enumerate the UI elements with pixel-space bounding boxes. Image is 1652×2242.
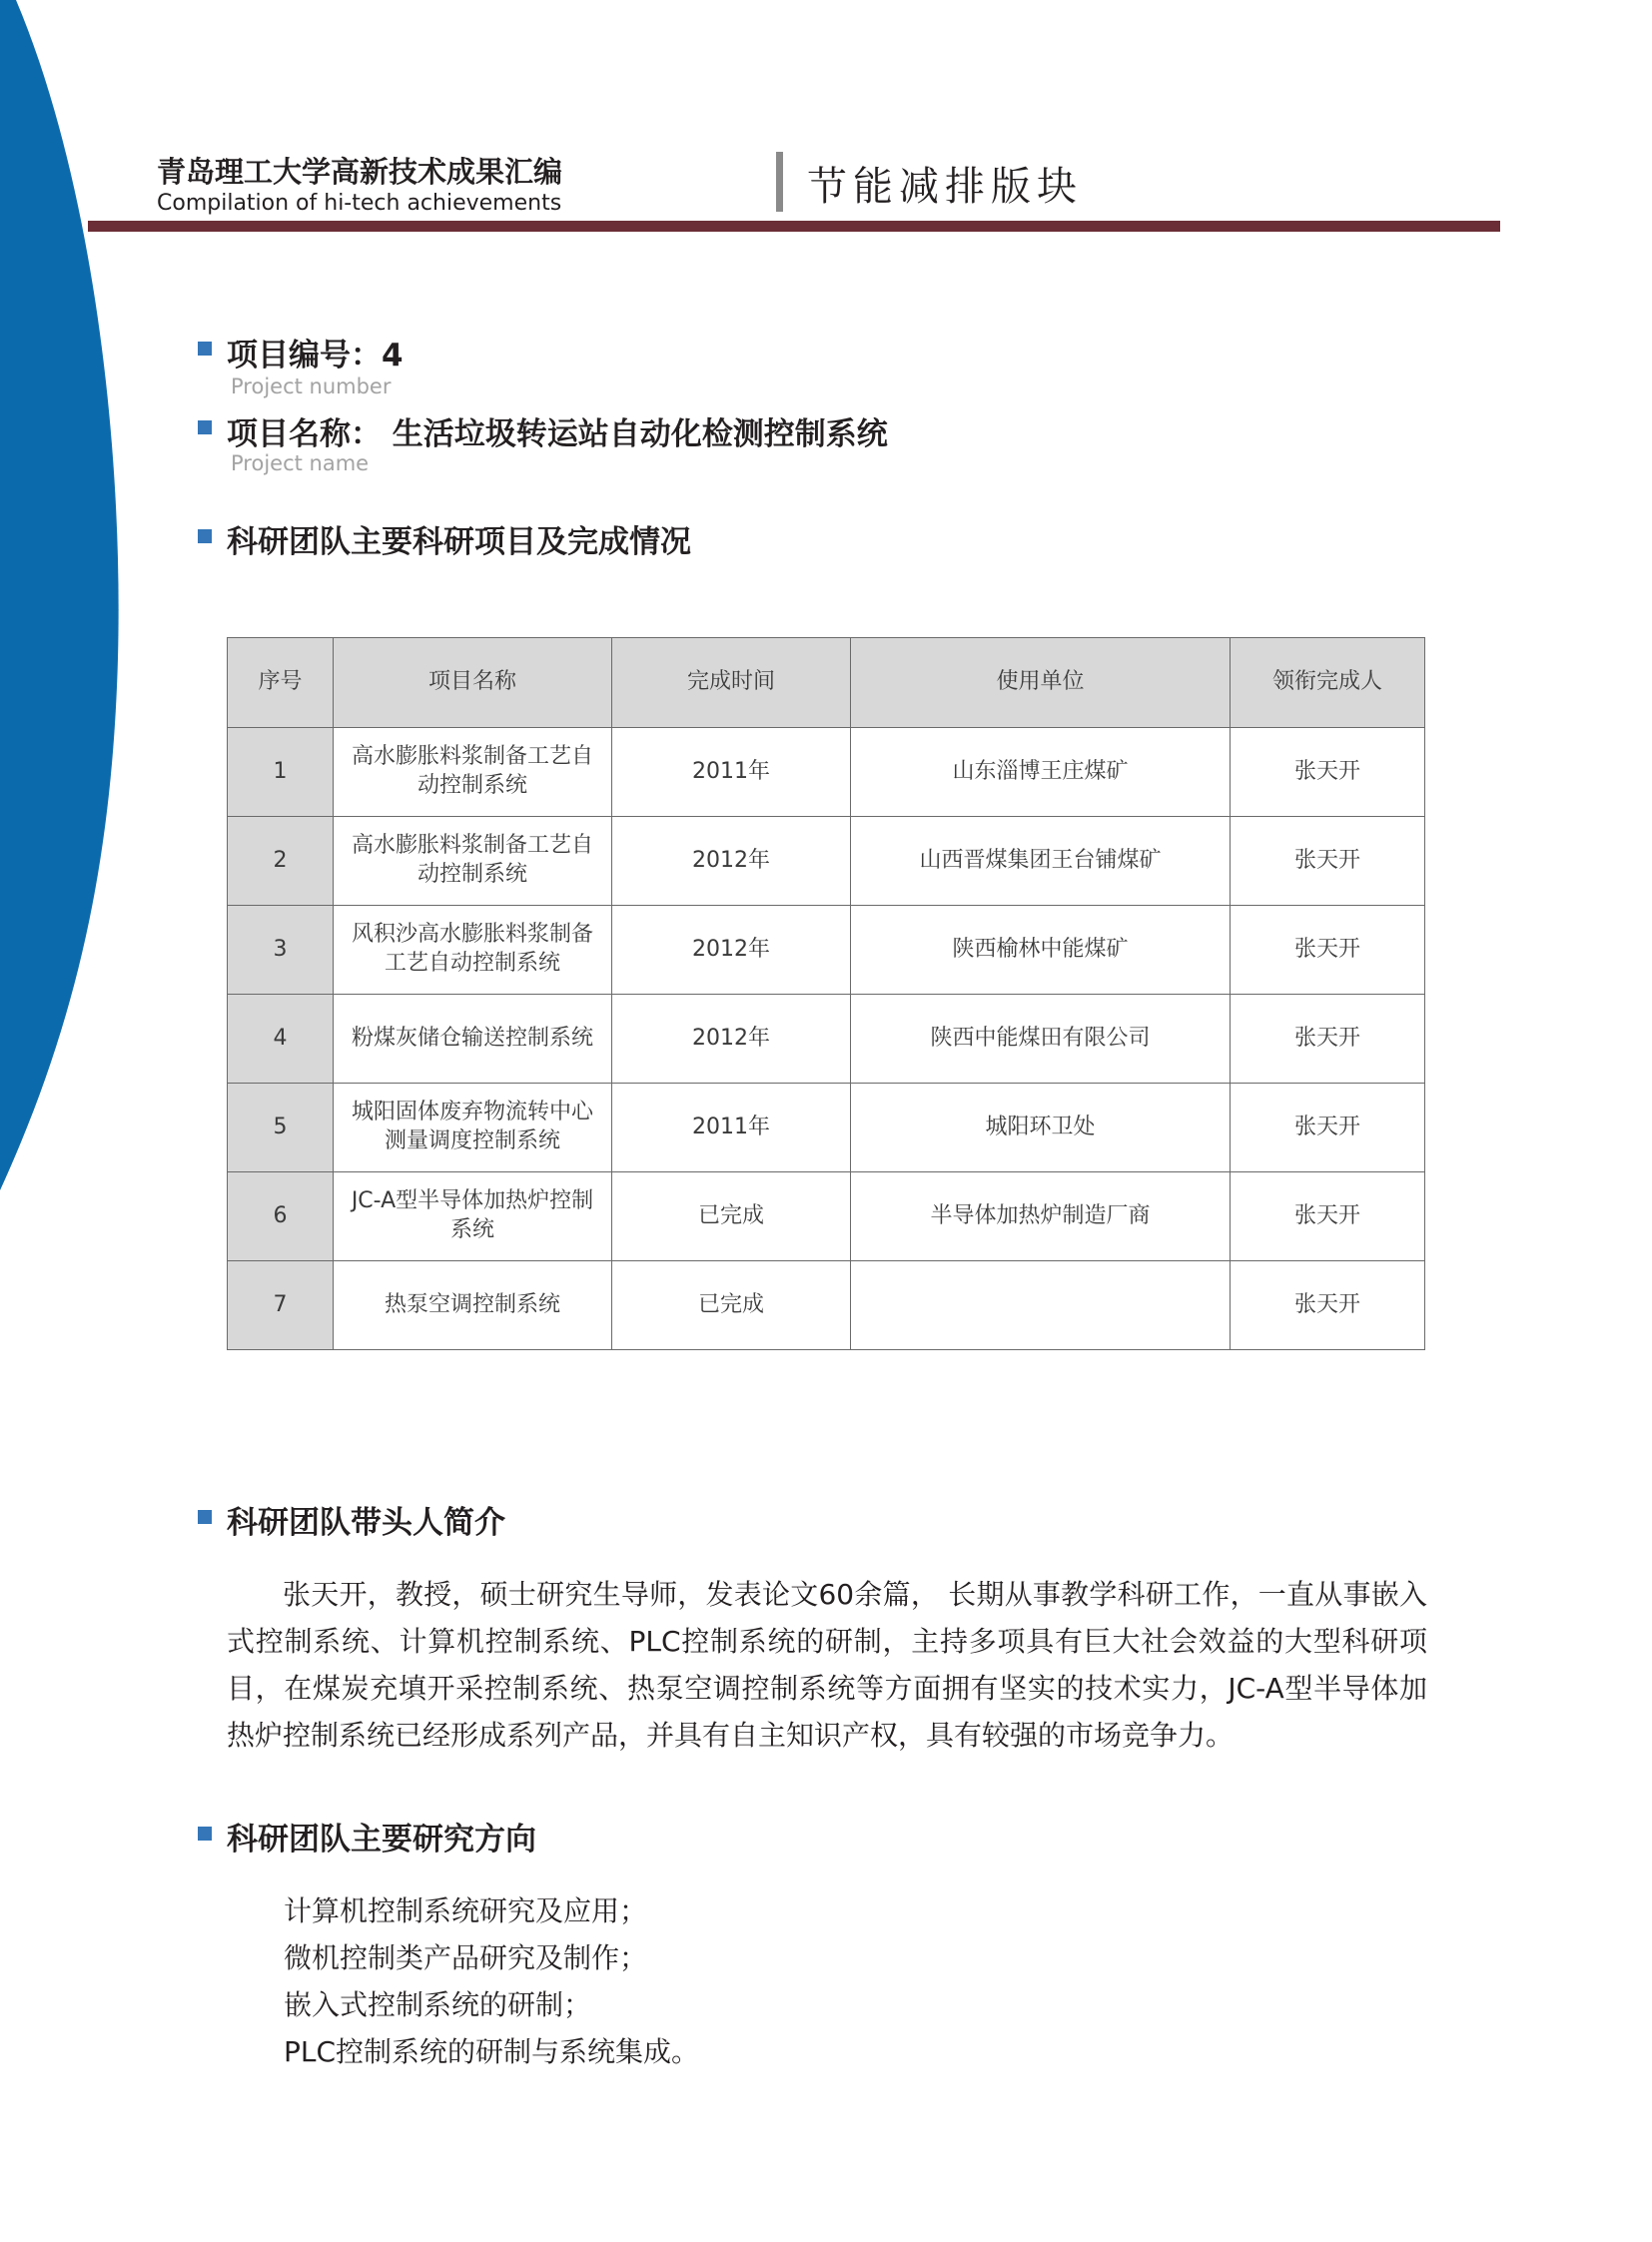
cell-project-name: 粉煤灰储仓输送控制系统: [334, 995, 612, 1084]
cell-user-unit: 城阳环卫处: [851, 1084, 1231, 1172]
side-decoration-shape: [0, 0, 130, 1198]
list-item: 计算机控制系统研究及应用；: [284, 1894, 648, 1927]
cell-leader: 张天开: [1231, 995, 1425, 1084]
table-row: [228, 1261, 1425, 1350]
table-row: [228, 1172, 1425, 1261]
cell-completion-time: 2012年: [612, 995, 851, 1084]
leader-section-heading: 科研团队带头人简介: [227, 1505, 505, 1541]
cell-seq: 7: [228, 1261, 334, 1350]
cell-completion-time: 已完成: [612, 1261, 851, 1350]
projects-section-heading: 科研团队主要科研项目及完成情况: [227, 524, 691, 560]
cell-user-unit: 陕西榆林中能煤矿: [851, 906, 1231, 995]
cell-leader: 张天开: [1231, 728, 1425, 817]
table-row: [228, 1084, 1425, 1172]
research-directions-list: [284, 1887, 699, 2075]
list-item: 嵌入式控制系统的研制；: [284, 1988, 592, 2021]
cell-seq: 3: [228, 906, 334, 995]
cell-leader: 张天开: [1231, 1084, 1425, 1172]
cell-completion-time: 2012年: [612, 817, 851, 906]
cell-user-unit: 山东淄博王庄煤矿: [851, 728, 1231, 817]
cell-user-unit: 山西晋煤集团王台铺煤矿: [851, 817, 1231, 906]
cell-completion-time: 已完成: [612, 1172, 851, 1261]
header-title-en: Compilation of hi-tech achievements: [157, 191, 562, 216]
cell-user-unit: 陕西中能煤田有限公司: [851, 995, 1231, 1084]
column-header-seq: 序号: [228, 638, 334, 728]
project-name-label: 项目名称： 生活垃圾转运站自动化检测控制系统: [227, 416, 888, 452]
column-header-time: 完成时间: [612, 638, 851, 728]
cell-seq: 6: [228, 1172, 334, 1261]
cell-user-unit: 半导体加热炉制造厂商: [851, 1172, 1231, 1261]
cell-seq: 5: [228, 1084, 334, 1172]
table-row: [228, 817, 1425, 906]
cell-project-name: 城阳固体废弃物流转中心测量调度控制系统: [334, 1084, 612, 1172]
header-title-cn: 青岛理工大学高新技术成果汇编: [157, 155, 563, 189]
cell-project-name: 风积沙高水膨胀料浆制备工艺自动控制系统: [334, 906, 612, 995]
list-item: 微机控制类产品研究及制作；: [284, 1941, 648, 1974]
project-number-label: 项目编号：4: [227, 338, 404, 374]
cell-leader: 张天开: [1231, 906, 1425, 995]
header-rule: [88, 221, 1500, 232]
bullet-square-icon: [198, 1827, 212, 1841]
cell-project-name: JC-A型半导体加热炉控制系统: [334, 1172, 612, 1261]
table-row: [228, 906, 1425, 995]
list-item: PLC控制系统的研制与系统集成。: [284, 2035, 700, 2068]
project-name-en: Project name: [231, 451, 370, 475]
cell-project-name: 热泵空调控制系统: [334, 1261, 612, 1350]
cell-leader: 张天开: [1231, 1172, 1425, 1261]
cell-leader: 张天开: [1231, 1261, 1425, 1350]
project-number-en: Project number: [231, 374, 392, 398]
table-row: [228, 728, 1425, 817]
header-section-title: 节能减排版块: [807, 164, 1083, 210]
cell-user-unit: [851, 1261, 1231, 1350]
bullet-square-icon: [198, 342, 212, 356]
cell-leader: 张天开: [1231, 817, 1425, 906]
table-row: [228, 995, 1425, 1084]
leader-bio-paragraph: 张天开，教授，硕士研究生导师，发表论文60余篇， 长期从事教学科研工作，一直从事嵌入式控制系统、计算机控制系统、PLC控制系统的研制，主持多项具有巨大社会效益的大型科研项目，在煤炭充填开采控制系统、热泵空调控制系统等方面拥有坚实的技术实力，JC-A型半导体加热炉控制系统已经形成系列产品，并具有自主知识产权，具有较强的市场竞争力。: [227, 1578, 1427, 1752]
directions-section-heading: 科研团队主要研究方向: [227, 1822, 536, 1858]
cell-completion-time: 2012年: [612, 906, 851, 995]
bullet-square-icon: [198, 1510, 212, 1524]
column-header-name: 项目名称: [334, 638, 612, 728]
cell-seq: 4: [228, 995, 334, 1084]
projects-table: [227, 637, 1425, 1350]
bullet-square-icon: [198, 420, 212, 434]
cell-project-name: 高水膨胀料浆制备工艺自动控制系统: [334, 817, 612, 906]
header-divider: [776, 152, 783, 212]
table-header-row: [228, 638, 1425, 728]
cell-seq: 2: [228, 817, 334, 906]
cell-completion-time: 2011年: [612, 728, 851, 817]
column-header-unit: 使用单位: [851, 638, 1231, 728]
cell-completion-time: 2011年: [612, 1084, 851, 1172]
cell-seq: 1: [228, 728, 334, 817]
cell-project-name: 高水膨胀料浆制备工艺自动控制系统: [334, 728, 612, 817]
column-header-leader: 领衔完成人: [1231, 638, 1425, 728]
bullet-square-icon: [198, 529, 212, 543]
